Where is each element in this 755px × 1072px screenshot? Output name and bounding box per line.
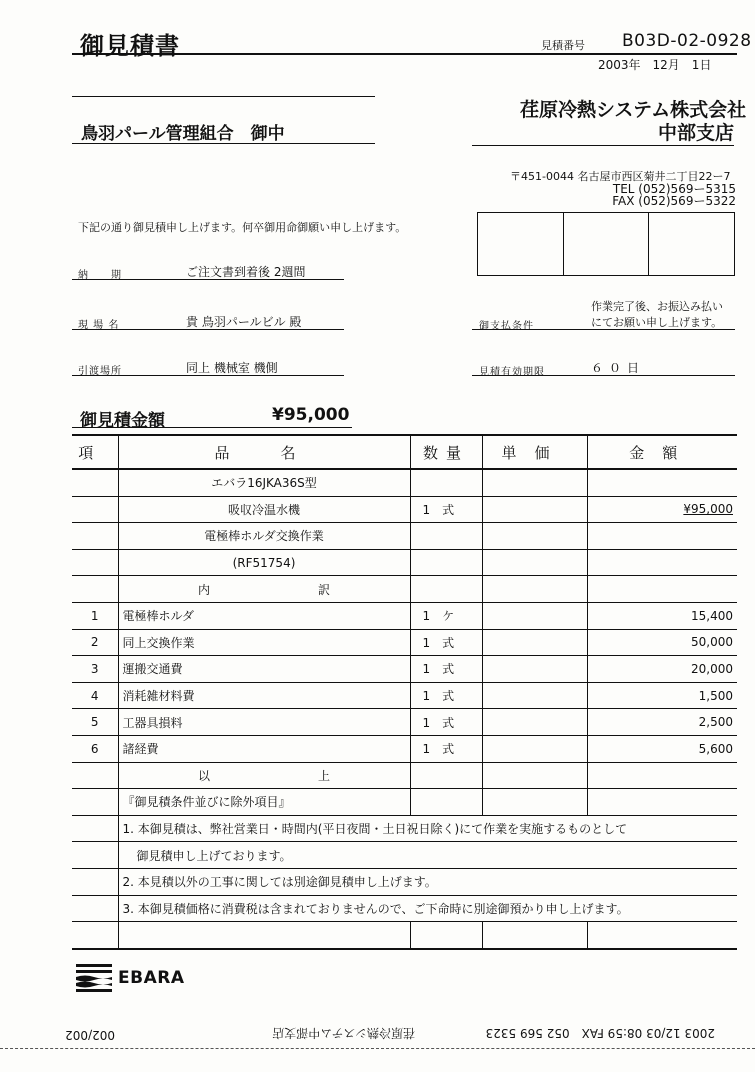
table-row (72, 682, 737, 709)
ebara-logo-text: EBARA (118, 968, 185, 988)
header-item-no: 項 (72, 435, 118, 469)
handover-label: 引渡場所 (78, 366, 122, 377)
item-amount: 20,000 (587, 656, 737, 683)
client-name: 鳥羽パール管理組合 御中 (81, 124, 285, 144)
table-row (72, 523, 737, 550)
handover-value: 同上 機械室 機側 (186, 361, 278, 375)
item-name: 諸経費 (118, 735, 410, 762)
item-amount: 15,400 (587, 602, 737, 629)
payment-rule (472, 329, 735, 330)
document-title: 御見積書 (80, 32, 180, 60)
company-name: 荏原冷熱システム株式会社 (520, 99, 747, 121)
title-rule (72, 53, 737, 55)
item-qty: 1 式 (410, 682, 482, 709)
stamp-box (478, 213, 564, 275)
item-no: 3 (72, 656, 118, 683)
table-row (72, 735, 737, 762)
total-amount: ¥95,000 (272, 405, 350, 425)
payment-value-line-1: 作業完了後、お振込み払い (591, 300, 723, 313)
intro-text: 下記の通り御見積申し上げます。何卒御用命御願い申し上げます。 (78, 221, 407, 234)
table-row (72, 496, 737, 523)
item-no: 1 (72, 602, 118, 629)
end-label: 以 上 (118, 762, 410, 789)
table-row (72, 629, 737, 656)
table-row (72, 842, 737, 869)
delivery-rule (72, 279, 344, 280)
table-row (72, 656, 737, 683)
handover-rule (72, 375, 344, 376)
item-amount: 1,500 (587, 682, 737, 709)
condition-line: 御見積申し上げております。 (118, 842, 737, 869)
client-rule (72, 143, 375, 144)
item-amount: 2,500 (587, 709, 737, 736)
fax-edge-rule (0, 1048, 755, 1049)
breakdown-label: 内 訳 (118, 576, 410, 603)
header-amount: 金額 (587, 435, 737, 469)
item-amount: 5,600 (587, 735, 737, 762)
stamp-box (564, 213, 650, 275)
table-row (72, 762, 737, 789)
conditions-title: 『御見積条件並びに除外項目』 (118, 789, 410, 816)
table-row (72, 576, 737, 603)
company-fax: FAX (052)569ー5322 (612, 194, 736, 208)
validity-label: 見積有効期限 (479, 367, 545, 378)
item-no: 4 (72, 682, 118, 709)
table-row (72, 709, 737, 736)
item-qty: 1 式 (410, 709, 482, 736)
table-row (72, 549, 737, 576)
header-quantity: 数量 (410, 435, 482, 469)
quote-number: B03D-02-0928 (622, 31, 752, 51)
fax-timestamp: 2003 12/03 08:59 FAX 052 569 5323 (485, 1026, 715, 1040)
item-name: 工器具損料 (118, 709, 410, 736)
main-qty: 1 式 (410, 496, 482, 523)
item-qty: 1 式 (410, 629, 482, 656)
total-rule (72, 427, 352, 428)
item-qty: 1 ケ (410, 602, 482, 629)
total-label: 御見積金額 (80, 411, 165, 431)
fax-page-count: 002/002 (65, 1028, 115, 1042)
quote-items-table (72, 434, 737, 950)
ebara-logo (76, 963, 184, 993)
item-amount: 50,000 (587, 629, 737, 656)
item-qty: 1 式 (410, 656, 482, 683)
ebara-logo-icon (76, 963, 114, 993)
table-row (72, 868, 737, 895)
company-tel: TEL (052)569ー5315 (612, 182, 736, 196)
fax-transmission-header (0, 1018, 755, 1048)
delivery-value: ご注文書到着後 2週間 (186, 265, 306, 279)
table-row (72, 789, 737, 816)
desc-line: 電極棒ホルダ交換作業 (118, 523, 410, 550)
item-no: 5 (72, 709, 118, 736)
branch-name: 中部支店 (657, 122, 734, 144)
table-row (72, 922, 737, 949)
condition-line: 3. 本御見積価格に消費税は含まれておりませんので、ご下命時に別途御預かり申し上げます。 (118, 895, 737, 922)
main-amount: ¥95,000 (587, 496, 737, 523)
condition-line: 1. 本御見積は、弊社営業日・時間内(平日夜間・土日祝日除く)にて作業を実施するものとして (118, 815, 737, 842)
validity-value: ６０日 (591, 361, 646, 375)
fax-sender: 荏原冷熱システム中部支店 (272, 1026, 415, 1040)
table-row (72, 815, 737, 842)
header-unit-price: 単価 (482, 435, 587, 469)
table-row (72, 469, 737, 496)
payment-label: 御支払条件 (479, 321, 534, 332)
approval-stamp-boxes (477, 212, 735, 276)
addressee-top-rule (72, 96, 375, 97)
company-rule (472, 145, 734, 146)
issue-date: 2003年 12月 1日 (598, 58, 712, 72)
item-name: 電極棒ホルダ (118, 602, 410, 629)
condition-line: 2. 本見積以外の工事に関しては別途御見積申し上げます。 (118, 868, 737, 895)
payment-value-line-2: にてお願い申し上げます。 (591, 316, 723, 329)
desc-line: 吸収冷温水機 (118, 496, 410, 523)
delivery-label: 納 期 (78, 270, 122, 281)
site-label: 現 場 名 (78, 320, 120, 331)
table-row (72, 602, 737, 629)
validity-rule (472, 375, 735, 376)
company-address: 〒451-0044 名古屋市西区菊井二丁目22ー7 (510, 170, 731, 183)
desc-line: (RF51754) (118, 549, 410, 576)
site-value: 貴 鳥羽パールビル 殿 (186, 315, 302, 329)
item-name: 消耗雑材料費 (118, 682, 410, 709)
item-name: 運搬交通費 (118, 656, 410, 683)
item-name: 同上交換作業 (118, 629, 410, 656)
item-no: 6 (72, 735, 118, 762)
quote-number-label: 見積番号 (541, 39, 585, 52)
desc-line: エバラ16JKA36S型 (118, 469, 410, 496)
site-rule (72, 329, 344, 330)
item-qty: 1 式 (410, 735, 482, 762)
table-header-row (72, 435, 737, 469)
stamp-box (649, 213, 734, 275)
table-row (72, 895, 737, 922)
header-product-name: 品 名 (118, 435, 410, 469)
item-no: 2 (72, 629, 118, 656)
